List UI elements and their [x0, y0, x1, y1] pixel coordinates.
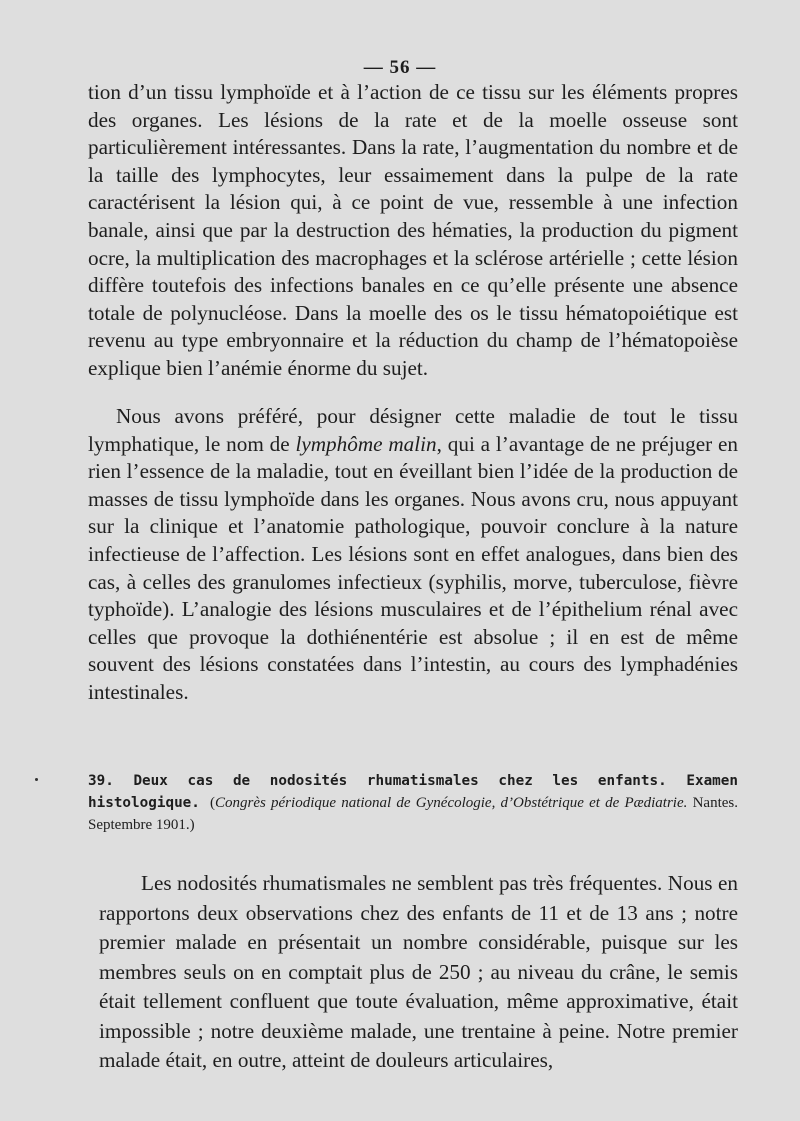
paragraph-nodosites: Les nodosités rhumatismales ne semblent pas très fréquentes. Nous en rapportons deux observations chez des enfants de 11 et de 13 ans ; notre premier malade en présentait un nombre considérable, puisque sur les membres seuls on en comptait plus de 250 ; au niveau du crâne, le semis était tellement confluent que toute évaluation, même approximative, était impossible ; notre deuxième malade, une trentaine à peine. Notre premier malade était, en outre, atteint de douleurs articulaires, — [99, 871, 738, 1072]
entry-number: 39. — [88, 773, 114, 789]
term-lymphome-malin: lymphôme malin — [295, 431, 437, 456]
paragraph-lymphome-text-end: , qui a l’avantage de ne préjuger en rien l’essence de la maladie, tout en éveillant bien l’idée de la production de masses de tissu lymphoïde dans les organes. Nous avons cru, nous appuyant sur la clinique et l’anatomie pathologique, pouvoir conclure à la nature infectieuse de l’affection. Les lésions sont en effet analogues, dans bien des cas, à celles des granulomes infectieux (syphilis, morve, tuberculose, fièvre typhoïde). L’analogie des lésions musculaires et de l’épithelium rénal avec celles que provoque la dothiénentérie est absolue ; il en est de même souvent des lésions constatées dans l’intestin, au cours des lymphadénies intestinales. — [88, 431, 738, 704]
entry-source-journal: Congrès périodique national de Gynécologie, d’Obstétrique et de Pædiatrie. — [214, 795, 688, 811]
paragraph-lymphome — [88, 403, 738, 707]
margin-dot — [35, 778, 38, 781]
entry-source-details: Nantes. Septembre 1901.) — [88, 795, 738, 833]
paragraph-lymphome-text-start: Nous avons préféré, pour désigner cette maladie de tout le tissu lymphatique, le nom de — [88, 404, 738, 456]
page-number: — 56 — — [363, 57, 437, 78]
paragraph-lesions: tion d’un tissu lymphoïde et à l’action de ce tissu sur les éléments propres des organes. Les lésions de la rate et de la moelle osseuse sont particulièrement intéressantes. Dans la rate, l’augmentation du nombre et de la taille des lymphocytes, leur essaimement dans la pulpe de la rate caractérisent la lésion qui, à ce point de vue, ressemble à une infection banale, ainsi que par la destruction des hématies, la production du pigment ocre, la multiplication des macrophages et la sclérose artérielle ; cette lésion diffère toutefois des infections banales en ce qu’elle présente une absence totale de polynucléose. Dans la moelle des os le tissu hématopoiétique est revenu au type embryonnaire et la réduction du champ de l’hématopoièse explique bien l’anémie énorme du sujet. — [88, 80, 738, 380]
entry-source-open: ( — [209, 795, 215, 811]
bibliography-entry-39 — [88, 770, 738, 836]
entry-title: Deux cas de nodosités rhumatismales chez les enfants. Examen histologique. — [88, 773, 738, 811]
